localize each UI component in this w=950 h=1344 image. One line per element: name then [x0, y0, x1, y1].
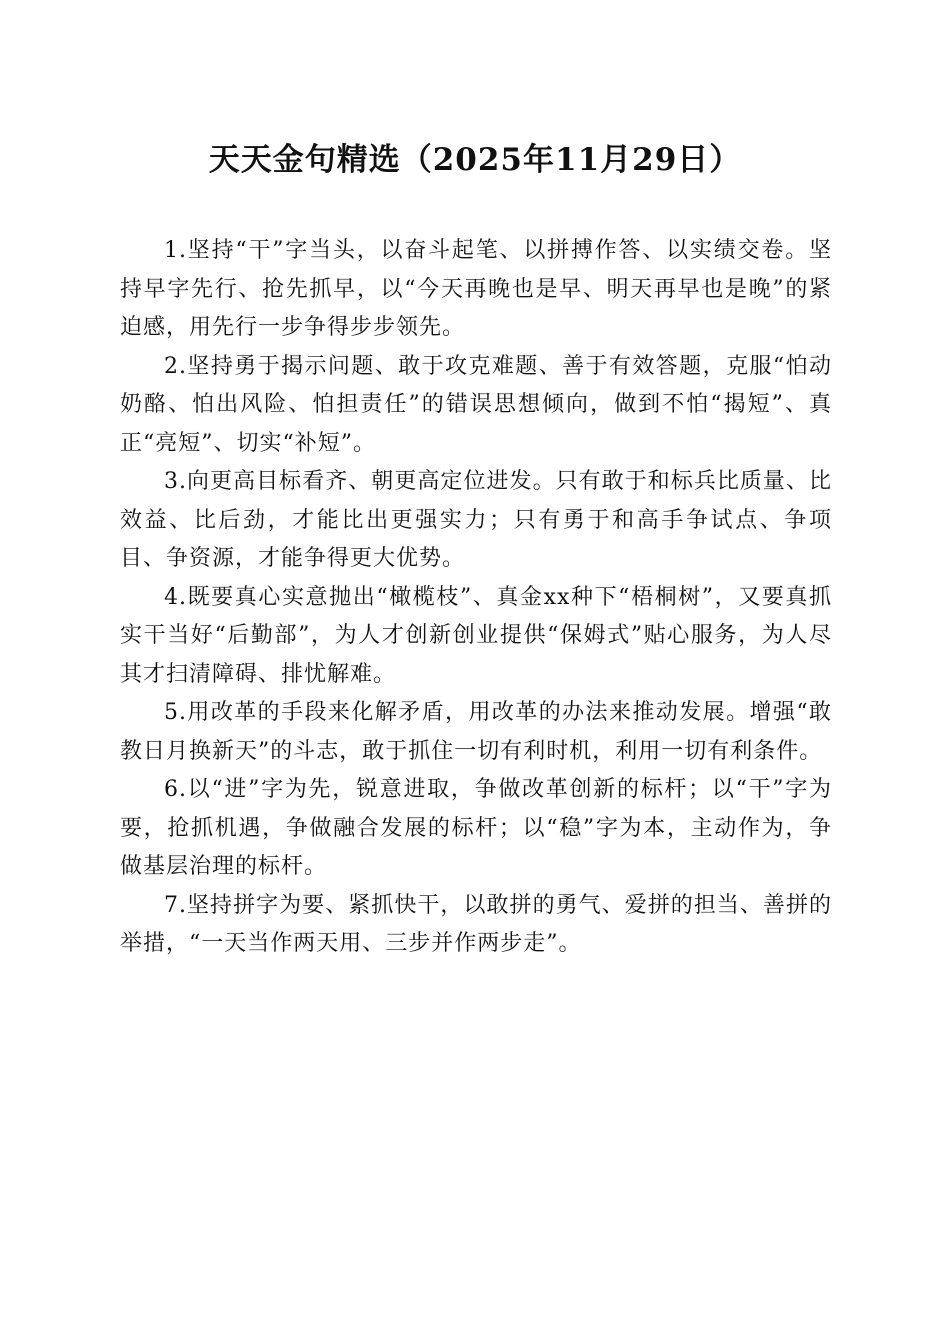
- paragraph-5: 5.用改革的手段来化解矛盾，用改革的办法来推动发展。增强“敢教日月换新天”的斗志，敢于抓住一切有利时机，利用一切有利条件。: [120, 700, 832, 764]
- paragraph-1: 1.坚持“干”字当头，以奋斗起笔、以拼搏作答、以实绩交卷。坚持早字先行、抢先抓早，以“今天再晚也是早、明天再早也是晚”的紧迫感，用先行一步争得步步领先。: [120, 238, 832, 340]
- document-title: 天天金句精选（2025年11月29日）: [208, 142, 742, 178]
- paragraph-4: 4.既要真心实意抛出“橄榄枝”、真金xx种下“梧桐树”，又要真抓实干当好“后勤部”，为人才创新创业提供“保姆式”贴心服务，为人尽其才扫清障碍、排忧解难。: [120, 584, 832, 687]
- paragraph-6: 6.以“进”字为先，锐意进取，争做改革创新的标杆；以“干”字为要，抢抓机遇，争做融合发展的标杆；以“稳”字为本，主动作为，争做基层治理的标杆。: [120, 777, 832, 879]
- paragraph-3: 3.向更高目标看齐、朝更高定位进发。只有敢于和标兵比质量、比效益、比后劲，才能比出更强实力；只有勇于和高手争试点、争项目、争资源，才能争得更大优势。: [120, 469, 832, 571]
- paragraph-7: 7.坚持拼字为要、紧抓快干，以敢拼的勇气、爱拼的担当、善拼的举措，“一天当作两天用、三步并作两步走”。: [120, 892, 832, 956]
- document-body: [120, 232, 832, 964]
- paragraph-2: 2.坚持勇于揭示问题、敢于攻克难题、善于有效答题，克服“怕动奶酪、怕出风险、怕担责任”的错误思想倾向，做到不怕“揭短”、真正“亮短”、切实“补短”。: [120, 353, 832, 456]
